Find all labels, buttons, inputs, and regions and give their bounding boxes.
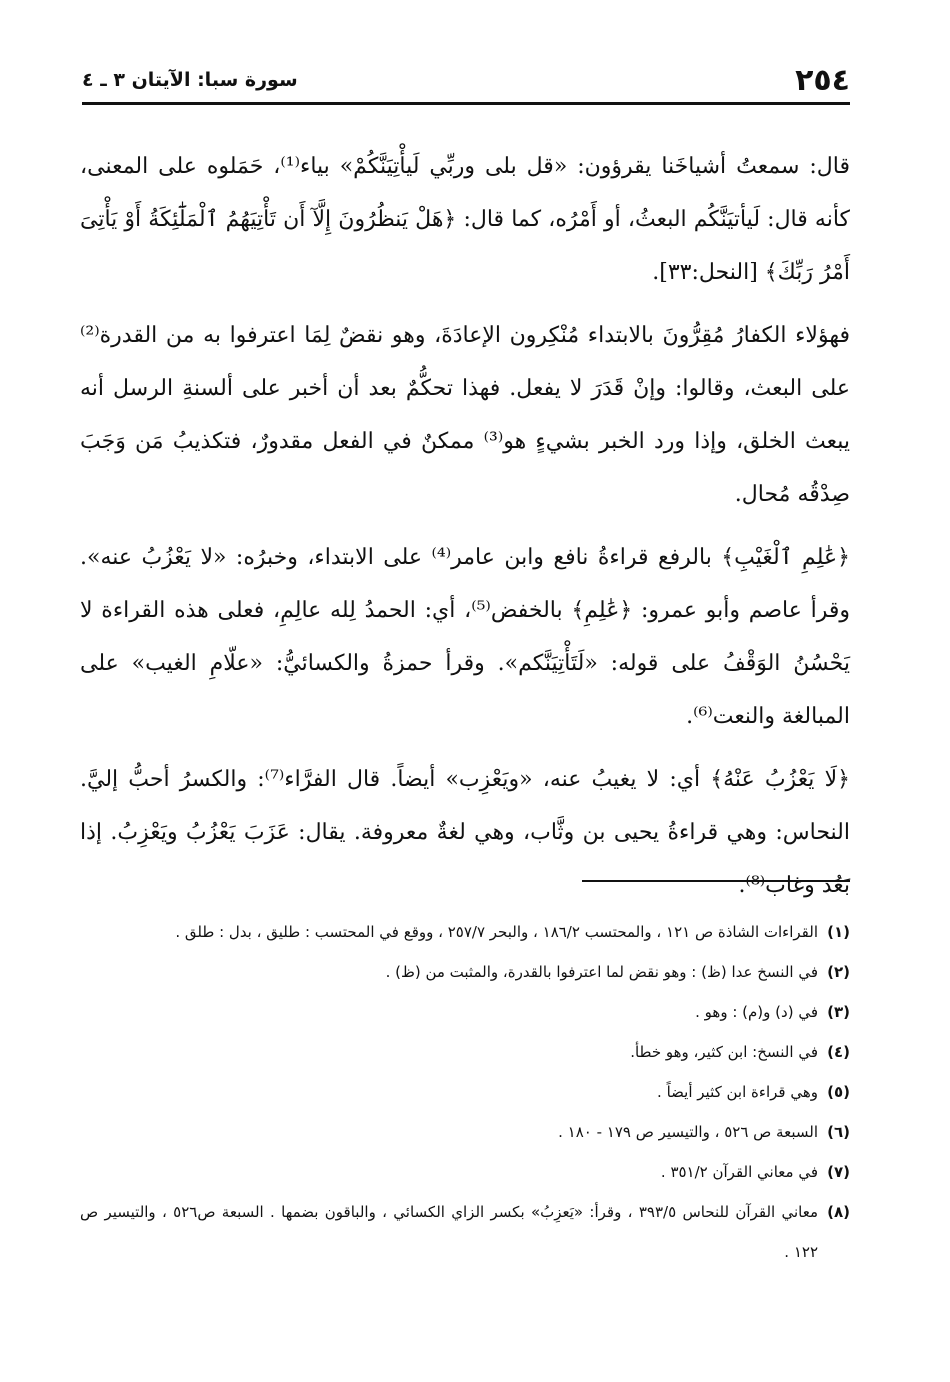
page-number: ٢٥٤ (795, 62, 850, 98)
footnote (80, 912, 850, 952)
footnote (80, 1152, 850, 1192)
main-text (80, 140, 850, 922)
footnote-number: (٦) (827, 1123, 850, 1141)
paragraph: ﴿عَٰلِمِ ٱلْغَيْبِ﴾ بالرفع قراءةُ نافع وابن عامر⁽⁴⁾ على الابتداء، وخبرُه: «لا يَعْزُبُ عنه». وقرأ عاصم وأبو عمرو: ﴿عَٰلِمِ﴾ بالخفض⁽⁵⁾، أي: الحمدُ لِله عالِمِ، فعلى هذه القراءة لا يَحْسُنُ الوَقْفُ على قوله: «لَتَأْتِيَنَّكم». وقرأ حمزةُ والكسائيُّ: «علّامِ الغيب» على المبالغة والنعت⁽⁶⁾. (80, 545, 851, 729)
footnote-number: (٤) (827, 1043, 850, 1061)
footnote-text: في النسخ: ابن كثير، وهو خطأ. (630, 1043, 818, 1061)
footnote-number: (١) (827, 923, 850, 941)
footnote-number: (٨) (827, 1203, 850, 1221)
page-header (82, 58, 850, 105)
footnote (80, 992, 850, 1032)
footnote (80, 1032, 850, 1072)
footnote-number: (٢) (827, 963, 850, 981)
footnote (80, 1192, 850, 1272)
paragraph: ﴿لَا يَعْزُبُ عَنْهُ﴾ أي: لا يغيبُ عنه، «ويَعْزِب» أيضاً. قال الفرَّاء⁽⁷⁾: والكسرُ أحبُّ إليَّ. النحاس: وهي قراءةُ يحيى بن وثَّاب، وهي لغةٌ معروفة. يقال: عَزَبَ يَعْزُبُ ويَعْزِبُ. إذا بَعُد وغاب⁽⁸⁾. (80, 767, 851, 898)
footnote-text: في النسخ عدا (ظ) : وهو نقض لما اعترفوا بالقدرة، والمثبت من (ظ) . (385, 963, 818, 981)
footnote-text: وهي قراءة ابن كثير أيضاً . (657, 1083, 818, 1101)
footnote-text: السبعة ص ٥٢٦ ، والتيسير ص ١٧٩ - ١٨٠ . (558, 1123, 818, 1141)
footnote (80, 952, 850, 992)
footnote-number: (٧) (827, 1163, 850, 1181)
footnote (80, 1072, 850, 1112)
footnote (80, 1112, 850, 1152)
paragraph: قال: سمعتُ أشياخَنا يقرؤون: «قل بلى وربِّي لَيأْتِيَنَّكُمْ» بياء⁽¹⁾، حَمَلوه على المعنى، كأنه قال: لَيأتيَنَّكُم البعثُ، أو أَمْرُه، كما قال: ﴿هَلْ يَنظُرُونَ إِلَّآ أَن تَأْتِيَهُمُ ٱلْمَلَٰٓئِكَةُ أَوْ يَأْتِىَ أَمْرُ رَبِّكَ﴾ [النحل:٣٣]. (80, 154, 850, 285)
footnote-text: في (د) و(م) : وهو . (695, 1003, 818, 1021)
footnotes (80, 912, 850, 1272)
footnote-number: (٣) (827, 1003, 850, 1021)
footnote-number: (٥) (827, 1083, 850, 1101)
footnote-text: القراءات الشاذة ص ١٢١ ، والمحتسب ١٨٦/٢ ، والبحر ٢٥٧/٧ ، ووقع في المحتسب : طليق ، بدل : طلق . (175, 923, 818, 941)
paragraph: فهؤلاء الكفارُ مُقِرُّونَ بالابتداء مُنْكِرون الإعادَةَ، وهو نقضٌ لِمَا اعترفوا به من القدرة⁽²⁾ على البعث، وقالوا: وإنْ قَدَرَ لا يفعل. فهذا تحكُّمٌ بعد أن أخبر على ألسنةِ الرسل أنه يبعث الخلق، وإذا ورد الخبر بشيءٍ هو⁽³⁾ ممكنٌ في الفعل مقدورٌ، فتكذيبُ مَن وَجَبَ صِدْقُه مُحال. (80, 323, 850, 507)
footnote-text: في معاني القرآن ٣٥١/٢ . (660, 1163, 818, 1181)
running-title: سورة سبا: الآيتان ٣ ـ ٤ (82, 69, 298, 91)
footnote-text: معاني القرآن للنحاس ٣٩٣/٥ ، وقرأ: «يَعزِبُ» بكسر الزاي الكسائي ، والباقون بضمها . السبعة ص٥٢٦ ، والتيسير ص ١٢٢ . (80, 1203, 819, 1261)
footnote-separator (582, 880, 850, 882)
